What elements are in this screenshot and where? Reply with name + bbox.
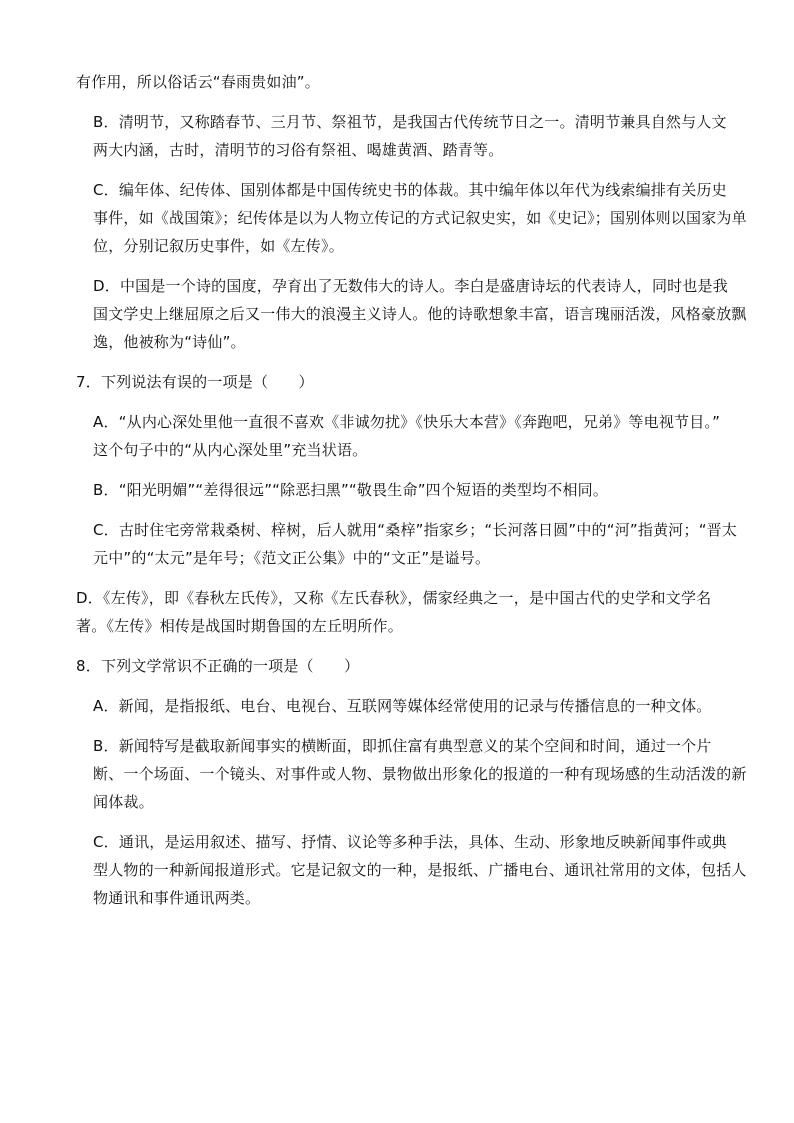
text-line: 著。《左传》相传是战国时期鲁国的左丘明所作。: [76, 617, 403, 635]
option-7d: [76, 584, 716, 640]
text-line: 闻体裁。: [93, 793, 154, 811]
text-line: 有作用，所以俗话云“春雨贵如油”。: [76, 73, 320, 91]
text-line: 物通讯和事件通讯两类。: [93, 889, 261, 907]
option-6c: [76, 176, 747, 260]
option-6b: [76, 108, 727, 164]
option-8a: [76, 692, 716, 720]
text-line: C．古时住宅旁常栽桑树、梓树，后人就用“桑梓”指家乡；“长河落日圆”中的“河”指黄河；“晋太: [93, 521, 738, 539]
text-line: 元中”的“太元”是年号；《范文正公集》中的“文正”是谥号。: [93, 549, 491, 567]
option-8c: [76, 828, 747, 912]
option-6d: [76, 272, 747, 356]
text-line: D．《左传》，即《春秋左氏传》，又称《左氏春秋》，儒家经典之一，是中国古代的史学和文学名: [76, 589, 712, 607]
text-line: 位，分别记叙历史事件，如《左传》。: [93, 237, 344, 255]
text-line: B．新闻特写是截取新闻事实的横断面，即抓住富有典型意义的某个空间和时间，通过一个片: [93, 737, 712, 755]
text-line: C．编年体、纪传体、国别体都是中国传统史书的体裁。其中编年体以年代为线索编排有关历史: [93, 181, 727, 199]
text-line: B．“阳光明媚”“差得很远”“除恶扫黑”“敬畏生命”四个短语的类型均不相同。: [93, 481, 609, 499]
question-text: 7．下列说法有误的一项是（ ）: [76, 373, 314, 391]
text-line: 断、一个场面、一个镜头、对事件或人物、景物做出形象化的报道的一种有现场感的生动活泼的新: [93, 765, 747, 783]
text-line: 国文学史上继屈原之后又一伟大的浪漫主义诗人。他的诗歌想象丰富，语言瑰丽活泼，风格豪放飘: [93, 305, 747, 323]
text-line: D．中国是一个诗的国度，孕育出了无数伟大的诗人。李白是盛唐诗坛的代表诗人，同时也是我: [93, 277, 728, 295]
option-7c: [76, 516, 738, 572]
text-line: B．清明节，又称踏春节、三月节、祭祖节，是我国古代传统节日之一。清明节兼具自然与人文: [93, 113, 727, 131]
question-7: [76, 368, 716, 396]
text-line: A．“从内心深处里他一直很不喜欢《非诚勿扰》《快乐大本营》《奔跑吧，兄弟》等电视节目。”: [93, 413, 721, 431]
document-page: [76, 68, 747, 924]
paragraph-intro: [76, 68, 716, 96]
option-7a: [76, 408, 721, 464]
question-text: 8．下列文学常识不正确的一项是（ ）: [76, 657, 360, 675]
text-line: A．新闻，是指报纸、电台、电视台、互联网等媒体经常使用的记录与传播信息的一种文体。: [93, 697, 712, 715]
text-line: 事件，如《战国策》；纪传体是以为人物立传记的方式记叙史实，如《史记》；国别体则以国家为单: [93, 209, 747, 227]
text-line: 两大内涵，古时，清明节的习俗有祭祖、喝雄黄酒、踏青等。: [93, 141, 504, 159]
text-line: 型人物的一种新闻报道形式。它是记叙文的一种，是报纸、广播电台、通讯社常用的文体，包括人: [93, 861, 747, 879]
text-line: C．通讯，是运用叙述、描写、抒情、议论等多种手法，具体、生动、形象地反映新闻事件或典: [93, 833, 727, 851]
text-line: 这个句子中的“从内心深处里”充当状语。: [93, 441, 368, 459]
question-8: [76, 652, 716, 680]
option-7b: [76, 476, 716, 504]
text-line: 逸，他被称为“诗仙”。: [93, 333, 246, 351]
option-8b: [76, 732, 747, 816]
